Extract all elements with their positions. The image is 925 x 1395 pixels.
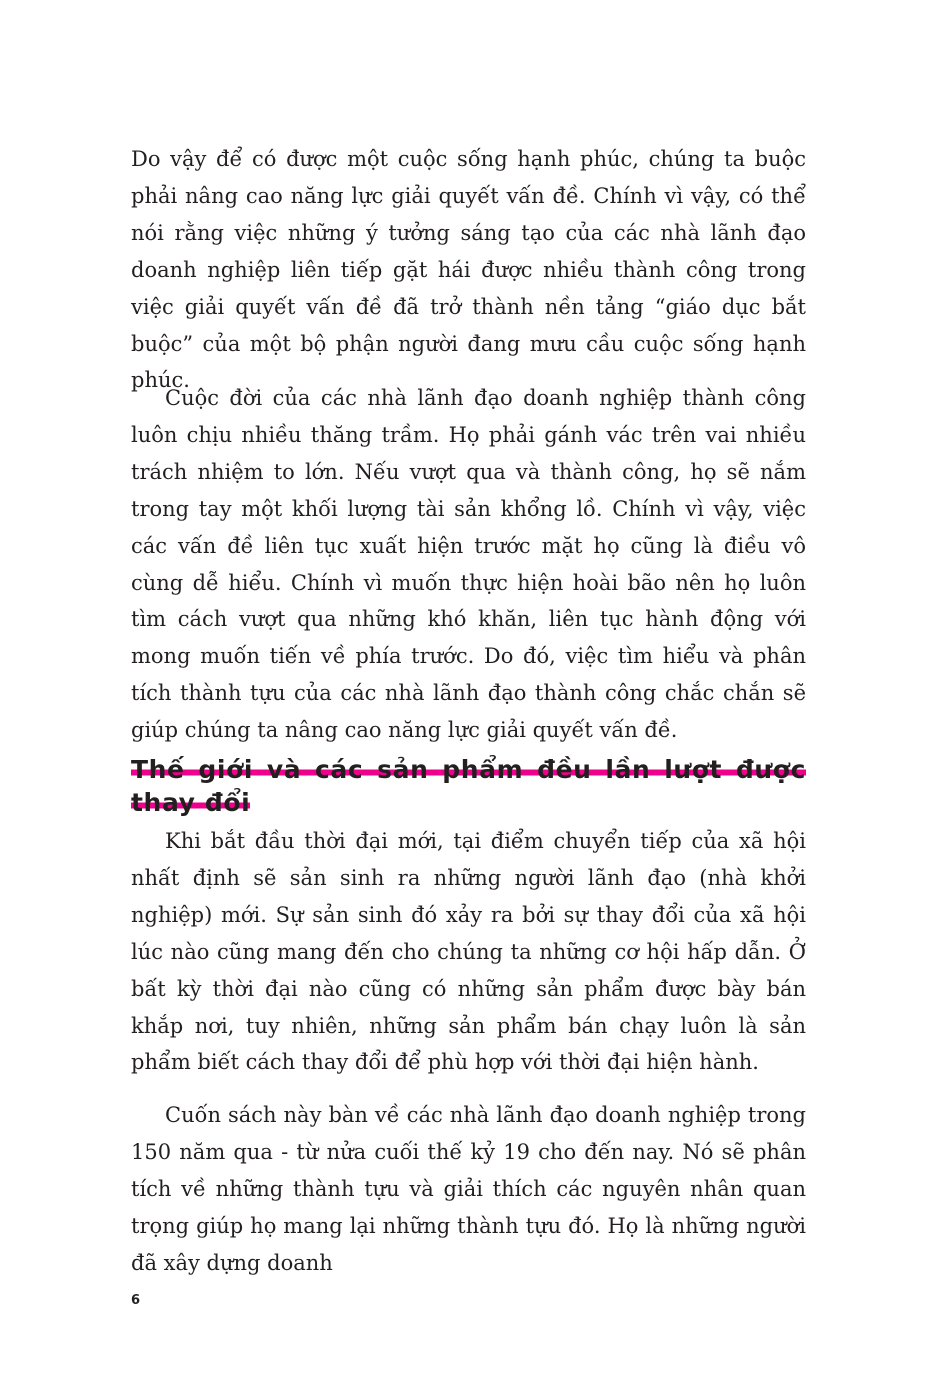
paragraph-3: Khi bắt đầu thời đại mới, tại điểm chuyển tiếp của xã hội nhất định sẽ sản sinh ra những người lãnh đạo (nhà khởi nghiệp) mới. Sự sản sinh đó xảy ra bởi sự thay đổi của xã hội lúc nào cũng mang đến cho chúng ta những cơ hội hấp dẫn. Ở bất kỳ thời đại nào cũng có những sản phẩm được bày bán khắp nơi, tuy nhiên, những sản phẩm bán chạy luôn là sản phẩm biết cách thay đổi để phù hợp với thời đại hiện hành. — [131, 829, 806, 1075]
paragraph-2: Cuộc đời của các nhà lãnh đạo doanh nghiệp thành công luôn chịu nhiều thăng trầm. Họ phải gánh vác trên vai nhiều trách nhiệm to lớn. Nếu vượt qua và thành công, họ sẽ nắm trong tay một khối lượng tài sản khổng lồ. Chính vì vậy, việc các vấn đề liên tục xuất hiện trước mặt họ cũng là điều vô cùng dễ hiểu. Chính vì muốn thực hiện hoài bão nên họ luôn tìm cách vượt qua những khó khăn, liên tục hành động với mong muốn tiến về phía trước. Do đó, việc tìm hiểu và phân tích thành tựu của các nhà lãnh đạo thành công chắc chắn sẽ giúp chúng ta nâng cao năng lực giải quyết vấn đề. — [131, 386, 806, 743]
section-heading-text: Thế giới và các sản phẩm đều lần lượt được thay đổi — [131, 755, 806, 817]
page-number: 6 — [131, 1293, 141, 1308]
paragraph-4: Cuốn sách này bàn về các nhà lãnh đạo doanh nghiệp trong 150 năm qua - từ nửa cuối thế kỷ 19 cho đến nay. Nó sẽ phân tích về những thành tựu và giải thích các nguyên nhân quan trọng giúp họ mang lại những thành tựu đó. Họ là những người đã xây dựng doanh — [131, 1103, 806, 1275]
section-heading — [131, 753, 806, 819]
paragraph-1: Do vậy để có được một cuộc sống hạnh phúc, chúng ta buộc phải nâng cao năng lực giải quyết vấn đề. Chính vì vậy, có thể nói rằng việc những ý tưởng sáng tạo của các nhà lãnh đạo doanh nghiệp liên tiếp gặt hái được nhiều thành công trong việc giải quyết vấn đề đã trở thành nền tảng “giáo dục bắt buộc” của một bộ phận người đang mưu cầu cuộc sống hạnh phúc. — [131, 147, 806, 393]
